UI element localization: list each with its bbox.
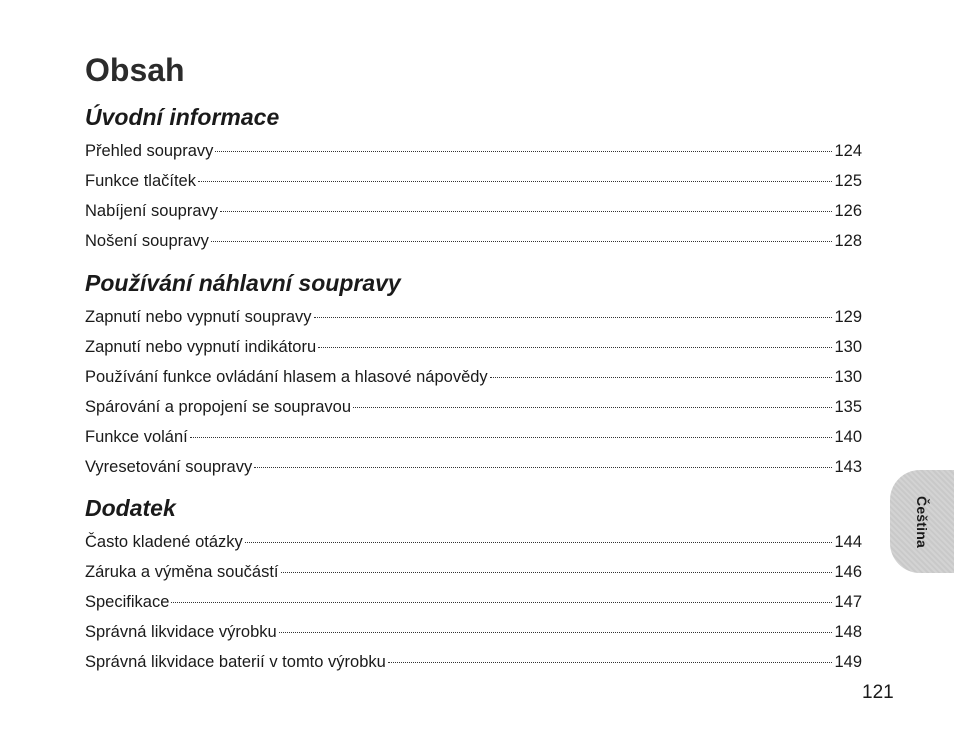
toc-entry-page: 130	[834, 368, 862, 386]
dot-leader	[388, 662, 833, 663]
toc-entry-page: 140	[834, 428, 862, 446]
toc-section-appendix	[85, 493, 862, 677]
toc-entry[interactable]	[85, 302, 862, 332]
dot-leader	[211, 241, 833, 242]
toc-entry-page: 143	[834, 458, 862, 476]
toc-entry-title: Záruka a výměna součástí	[85, 563, 279, 581]
dot-leader	[254, 467, 832, 468]
toc-entry[interactable]	[85, 362, 862, 392]
dot-leader	[281, 572, 833, 573]
toc-entry-title: Vyresetování soupravy	[85, 458, 253, 476]
toc-entry[interactable]	[85, 617, 862, 647]
dot-leader	[245, 542, 833, 543]
toc-entry-page: 130	[834, 338, 862, 356]
page-number: 121	[862, 682, 894, 703]
toc-entry[interactable]	[85, 557, 862, 587]
toc-entry[interactable]	[85, 332, 862, 362]
dot-leader	[215, 151, 832, 152]
toc-entry[interactable]	[85, 166, 862, 196]
toc-entry-title: Správná likvidace výrobku	[85, 623, 277, 641]
toc-list	[85, 136, 862, 256]
language-tab	[890, 470, 954, 573]
toc-entry-page: 144	[834, 533, 862, 551]
dot-leader	[279, 632, 833, 633]
page-title: Obsah	[85, 52, 185, 88]
toc-entry-title: Specifikace	[85, 593, 170, 611]
toc-entry-page: 125	[834, 172, 862, 190]
toc-entry-page: 147	[834, 593, 862, 611]
toc-entry[interactable]	[85, 452, 862, 482]
toc-entry[interactable]	[85, 136, 862, 166]
toc-entry-page: 148	[834, 623, 862, 641]
toc-entry[interactable]	[85, 647, 862, 677]
toc-entry-title: Často kladené otázky	[85, 533, 243, 551]
toc-entry-title: Přehled soupravy	[85, 142, 214, 160]
toc-entry-page: 129	[834, 308, 862, 326]
toc-entry-page: 124	[834, 142, 862, 160]
toc-entry-page: 135	[834, 398, 862, 416]
dot-leader	[198, 181, 833, 182]
toc-entry[interactable]	[85, 422, 862, 452]
toc-entry[interactable]	[85, 392, 862, 422]
dot-leader	[318, 347, 832, 348]
toc-entry[interactable]	[85, 196, 862, 226]
section-heading: Úvodní informace	[85, 104, 280, 130]
toc-entry[interactable]	[85, 587, 862, 617]
toc-section-intro	[85, 102, 862, 256]
toc-entry-page: 128	[834, 232, 862, 250]
section-heading: Dodatek	[85, 495, 176, 521]
toc-entry-title: Správná likvidace baterií v tomto výrobku	[85, 653, 386, 671]
toc-entry-title: Funkce tlačítek	[85, 172, 196, 190]
toc-entry-title: Používání funkce ovládání hlasem a hlasové nápovědy	[85, 368, 488, 386]
dot-leader	[490, 377, 833, 378]
dot-leader	[353, 407, 832, 408]
toc-entry-title: Zapnutí nebo vypnutí soupravy	[85, 308, 312, 326]
section-heading: Používání náhlavní soupravy	[85, 270, 401, 296]
language-tab-label: Čeština	[914, 495, 930, 548]
dot-leader	[314, 317, 833, 318]
toc-list	[85, 302, 862, 482]
toc-entry-title: Nabíjení soupravy	[85, 202, 218, 220]
toc-entry-page: 146	[834, 563, 862, 581]
toc-entry[interactable]	[85, 527, 862, 557]
toc-entry-title: Nošení soupravy	[85, 232, 209, 250]
dot-leader	[171, 602, 832, 603]
dot-leader	[190, 437, 833, 438]
toc-entry-page: 126	[834, 202, 862, 220]
dot-leader	[220, 211, 832, 212]
toc-entry-title: Funkce volání	[85, 428, 188, 446]
toc-entry-title: Spárování a propojení se soupravou	[85, 398, 352, 416]
toc-entry-page: 149	[834, 653, 862, 671]
toc-entry[interactable]	[85, 226, 862, 256]
toc-entry-title: Zapnutí nebo vypnutí indikátoru	[85, 338, 317, 356]
toc-list	[85, 527, 862, 677]
toc-section-headset-use	[85, 268, 862, 482]
